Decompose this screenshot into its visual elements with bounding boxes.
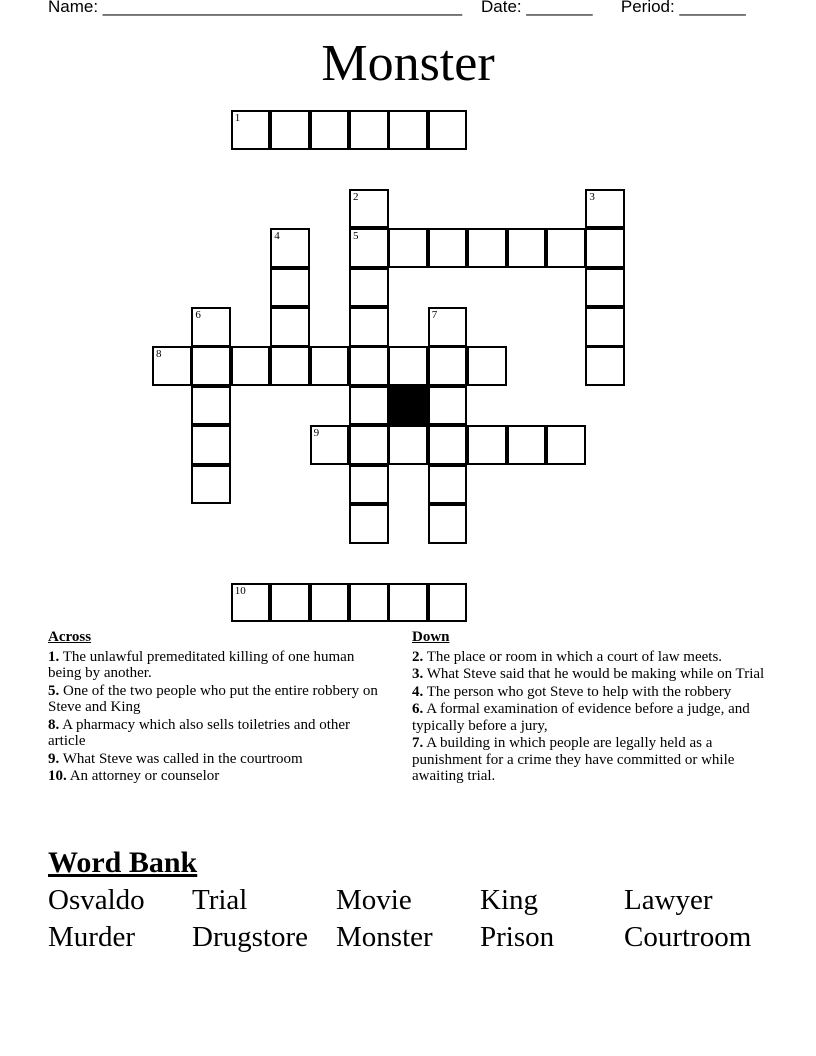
clue-number: 2 (353, 190, 359, 203)
across-clue-5: 5. One of the two people who put the entire robbery on Steve and King (48, 682, 378, 715)
crossword-cell[interactable] (585, 307, 625, 347)
across-clue-9: 9. What Steve was called in the courtroom (48, 750, 303, 767)
word-bank-title: Word Bank (48, 846, 198, 879)
crossword-cell[interactable] (231, 110, 271, 150)
crossword-cell[interactable] (428, 465, 468, 505)
period-field[interactable]: Period: _______ (620, 0, 746, 16)
crossword-cell[interactable] (349, 228, 389, 268)
crossword-cell[interactable] (310, 110, 350, 150)
crossword-cell[interactable] (428, 425, 468, 465)
word-bank-item: Drugstore (192, 921, 308, 953)
crossword-cell[interactable] (310, 425, 350, 465)
crossword-cell[interactable] (428, 110, 468, 150)
down-clue-6: 6. A formal examination of evidence before a judge, and typically before a jury, (412, 701, 750, 734)
crossword-cell[interactable] (585, 228, 625, 268)
clue-number: 4 (274, 230, 280, 243)
clue-number: 3 (589, 190, 595, 203)
crossword-cell[interactable] (349, 110, 389, 150)
word-bank-item: Osvaldo (48, 884, 145, 916)
clue-number: 5 (353, 230, 359, 243)
crossword-cell[interactable] (428, 228, 468, 268)
crossword-cell[interactable] (546, 425, 586, 465)
crossword-cell[interactable] (507, 425, 547, 465)
down-clue-2: 2. The place or room in which a court of law meets. (412, 648, 723, 665)
crossword-cell[interactable] (349, 386, 389, 426)
crossword-cell[interactable] (270, 346, 310, 386)
crossword-cell[interactable] (388, 228, 428, 268)
crossword-cell[interactable] (152, 346, 192, 386)
word-bank (48, 882, 788, 956)
crossword-cell[interactable] (467, 228, 507, 268)
crossword-cell[interactable] (388, 583, 428, 623)
crossword-cell[interactable] (191, 425, 231, 465)
crossword-cell[interactable] (191, 346, 231, 386)
word-bank-item: Prison (480, 921, 555, 953)
down-clue-4: 4. The person who got Steve to help with the robbery (412, 683, 732, 700)
crossword-cell[interactable] (428, 386, 468, 426)
crossword-cell[interactable] (467, 425, 507, 465)
crossword-cell[interactable] (231, 583, 271, 623)
down-clue-3: 3. What Steve said that he would be making while on Trial (412, 666, 765, 682)
crossword-cell[interactable] (349, 189, 389, 229)
crossword-cell[interactable] (349, 425, 389, 465)
crossword-cell[interactable] (428, 583, 468, 623)
clue-number: 9 (313, 427, 320, 440)
crossword-cell[interactable] (349, 465, 389, 505)
across-heading: Across (48, 629, 92, 645)
name-field[interactable]: Name: ______________________________________ (48, 0, 463, 16)
clue-number: 1 (234, 112, 241, 124)
word-bank-item: King (480, 884, 538, 916)
crossword-cell[interactable] (388, 346, 428, 386)
clue-number: 8 (156, 348, 162, 361)
crossword-cell[interactable] (270, 268, 310, 308)
crossword-cell[interactable] (428, 504, 468, 544)
word-bank-item: Courtroom (624, 921, 752, 953)
word-bank-item: Trial (192, 884, 248, 916)
crossword-cell[interactable] (507, 228, 547, 268)
clue-number: 7 (431, 309, 438, 321)
crossword-cell[interactable] (428, 307, 468, 347)
crossword-cell[interactable] (349, 307, 389, 347)
crossword-cell[interactable] (388, 425, 428, 465)
crossword-cell[interactable] (467, 346, 507, 386)
crossword-cell[interactable] (231, 346, 271, 386)
date-field[interactable]: Date: _______ (480, 0, 593, 16)
across-clue-8: 8. A pharmacy which also sells toiletries and other article (48, 716, 351, 749)
crossword-cell[interactable] (270, 110, 310, 150)
across-clue-1: 1. The unlawful premeditated killing of one human being by another. (48, 648, 355, 681)
crossword-cell[interactable] (349, 346, 389, 386)
crossword-cell[interactable] (349, 504, 389, 544)
across-clues (48, 629, 388, 786)
crossword-cell[interactable] (310, 583, 350, 623)
crossword-cell[interactable] (270, 228, 310, 268)
down-heading: Down (412, 629, 450, 645)
across-clue-10: 10. An attorney or counselor (48, 768, 220, 784)
crossword-cell[interactable] (191, 465, 231, 505)
clue-number: 6 (195, 309, 201, 321)
crossword-cell[interactable] (270, 307, 310, 347)
crossword-cell[interactable] (585, 346, 625, 386)
blocked-cell (388, 386, 428, 426)
clue-number: 10 (234, 584, 246, 597)
crossword-cell[interactable] (585, 268, 625, 308)
down-clue-7: 7. A building in which people are legally held as a punishment for a crime they have committed or while awaiting trial. (412, 735, 735, 784)
crossword-cell[interactable] (388, 110, 428, 150)
crossword-cell[interactable] (270, 583, 310, 623)
word-bank-item: Monster (336, 921, 433, 953)
crossword-cell[interactable] (428, 346, 468, 386)
word-bank-item: Movie (336, 884, 412, 916)
crossword-cell[interactable] (349, 583, 389, 623)
crossword-cell[interactable] (546, 228, 586, 268)
crossword-cell[interactable] (310, 346, 350, 386)
crossword-cell[interactable] (191, 307, 231, 347)
page-title: Monster (321, 35, 495, 92)
crossword-cell[interactable] (191, 386, 231, 426)
word-bank-item: Murder (48, 921, 135, 953)
crossword-cell[interactable] (585, 189, 625, 229)
down-clues (412, 629, 772, 786)
crossword-cell[interactable] (349, 268, 389, 308)
word-bank-item: Lawyer (624, 884, 713, 916)
